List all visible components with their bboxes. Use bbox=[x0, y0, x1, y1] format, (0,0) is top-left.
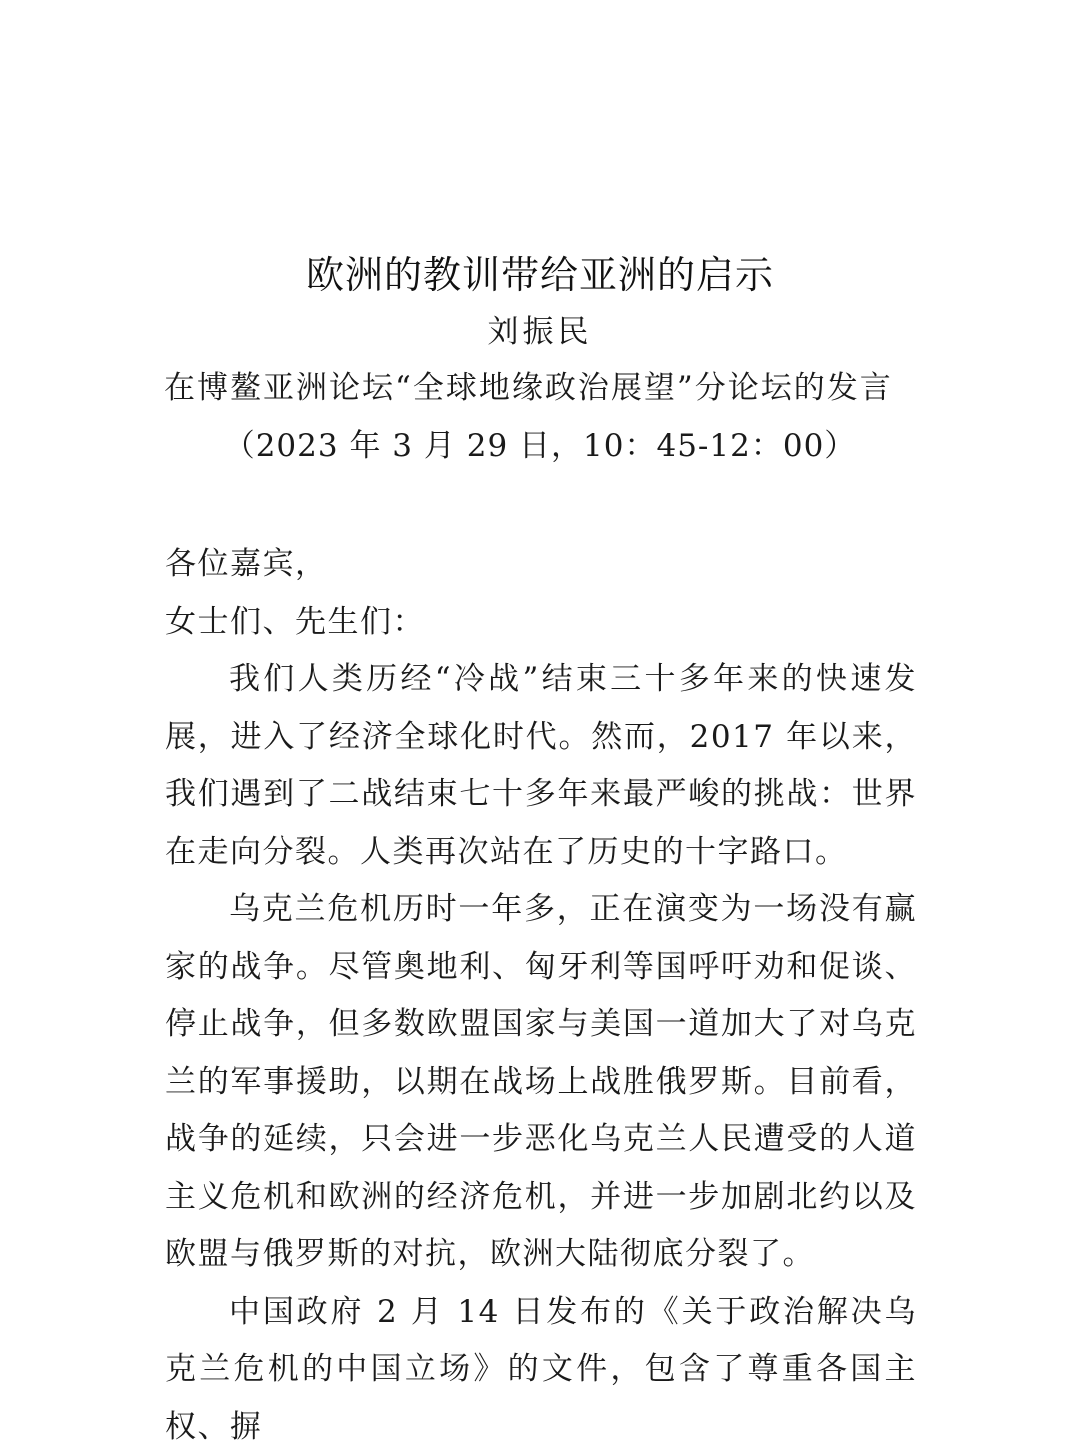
salutation-audience: 女士们、先生们： bbox=[165, 594, 917, 652]
body-paragraph-2: 乌克兰危机历时一年多，正在演变为一场没有赢家的战争。尽管奥地利、匈牙利等国呼吁劝和促谈、停止战争，但多数欧盟国家与美国一道加大了对乌克兰的军事援助，以期在战场上战胜俄罗斯。目前看，战争的延续，只会进一步恶化乌克兰人民遭受的人道主义危机和欧洲的经济危机，并进一步加剧北约以及欧盟与俄罗斯的对抗，欧洲大陆彻底分裂了。 bbox=[165, 881, 917, 1284]
body-paragraph-3: 中国政府 2 月 14 日发布的《关于政治解决乌克兰危机的中国立场》的文件，包含了尊重各国主权、摒 bbox=[165, 1284, 917, 1456]
document-title: 欧洲的教训带给亚洲的启示 bbox=[0, 248, 1080, 302]
salutation-guests: 各位嘉宾， bbox=[165, 536, 917, 594]
document-subtitle: 在博鳌亚洲论坛“全球地缘政治展望”分论坛的发言 bbox=[164, 364, 924, 412]
body-paragraph-1: 我们人类历经“冷战”结束三十多年来的快速发展，进入了经济全球化时代。然而，2017 年以来，我们遇到了二战结束七十多年来最严峻的挑战：世界在走向分裂。人类再次站在了历史的十字路口。 bbox=[165, 651, 917, 881]
document-date: （2023 年 3 月 29 日，10：45-12：00） bbox=[0, 422, 1080, 470]
document-body bbox=[165, 536, 917, 1456]
author-name: 刘振民 bbox=[0, 308, 1080, 356]
